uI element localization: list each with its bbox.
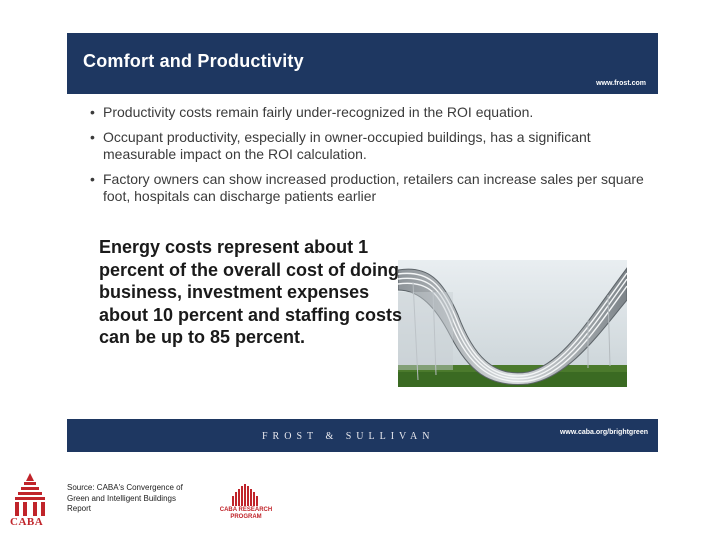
highlight-quote: Energy costs represent about 1 percent of the overall cost of doing business, investment expenses about 10 percent and staffing costs can be up to 85 percent. xyxy=(99,237,403,347)
building-photo xyxy=(398,260,627,387)
bullet-item: • Productivity costs remain fairly under-recognized in the ROI equation. xyxy=(90,104,650,121)
footer-brand: FROST & SULLIVAN xyxy=(262,431,435,442)
caba-research-label xyxy=(214,507,278,521)
slide-title: Comfort and Productivity xyxy=(83,51,304,71)
bullet-item: • Factory owners can show increased production, retailers can increase sales per square foot, hospitals can discharge patients earlier xyxy=(90,171,650,205)
slide-footer-bar xyxy=(67,419,658,452)
bullet-list-area xyxy=(80,100,660,213)
header-url: www.frost.com xyxy=(596,80,646,87)
research-line-2: PROGRAM xyxy=(230,514,262,520)
research-line-1: CABA RESEARCH xyxy=(219,507,273,513)
slide-header-bar xyxy=(67,33,658,94)
source-note: Source: CABA's Convergence of Green and Intelligent Buildings Report xyxy=(67,483,183,513)
footer-url: www.caba.org/brightgreen xyxy=(559,429,648,436)
bullet-list xyxy=(90,104,650,213)
bullet-item: • Occupant productivity, especially in owner-occupied buildings, has a significant measurable impact on the ROI calculation. xyxy=(90,129,650,163)
caba-label: CABA xyxy=(10,516,44,528)
